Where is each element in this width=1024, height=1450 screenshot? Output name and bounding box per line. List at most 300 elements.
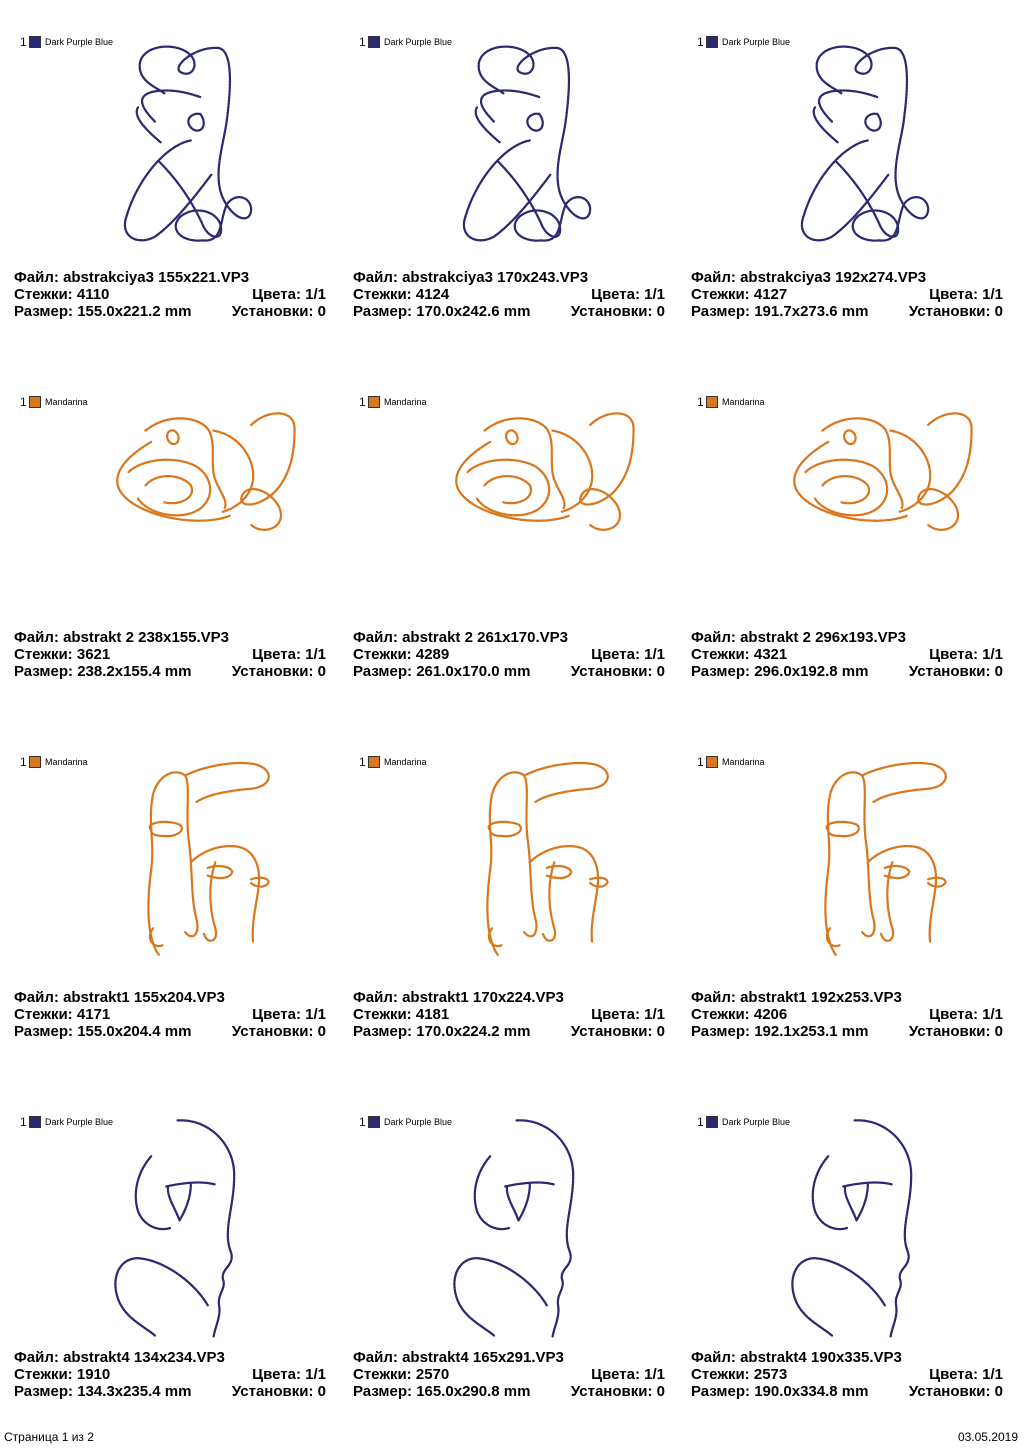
settings-value: 0	[994, 1023, 1003, 1040]
size-label: Размер:	[691, 303, 751, 320]
file-label: Файл:	[14, 629, 59, 646]
settings-label: Установки:	[908, 663, 991, 680]
stitch-line	[150, 822, 182, 836]
colors-line	[929, 1006, 1003, 1023]
embroidery-preview	[781, 390, 981, 625]
stitch-line	[580, 413, 633, 529]
design-card	[691, 390, 1011, 730]
design-card	[353, 390, 673, 730]
size-label: Размер:	[353, 663, 413, 680]
colors-line	[591, 1366, 665, 1383]
color-name: Mandarina	[45, 397, 88, 407]
colors-label: Цвета:	[252, 646, 301, 663]
file-name: abstrakt 2 261x170.VP3	[402, 629, 569, 646]
color-number: 1	[359, 395, 366, 409]
colors-label: Цвета:	[929, 1366, 978, 1383]
design-info	[14, 269, 326, 320]
color-name: Dark Purple Blue	[45, 37, 114, 47]
file-name: abstrakt 2 296x193.VP3	[740, 629, 907, 646]
embroidery-drawing	[104, 750, 304, 985]
stitch-line	[454, 1258, 546, 1335]
stitch-line	[213, 431, 253, 512]
stitch-line	[188, 114, 203, 131]
colors-line	[252, 1366, 326, 1383]
stitch-line	[146, 476, 192, 503]
colors-line	[591, 286, 665, 303]
colors-line	[929, 1366, 1003, 1383]
embroidery-drawing	[104, 390, 304, 625]
stitch-line	[159, 161, 221, 240]
stitches-label: Стежки:	[353, 1366, 412, 1383]
stitches-line	[14, 286, 109, 303]
thread-color-key	[697, 754, 765, 770]
stitches-value: 4127	[753, 286, 788, 303]
file-line	[691, 629, 906, 646]
color-swatch	[29, 1116, 41, 1128]
embroidery-preview	[443, 1110, 643, 1345]
color-name: Mandarina	[384, 397, 427, 407]
file-line	[353, 1349, 564, 1366]
design-info	[14, 989, 326, 1040]
colors-label: Цвета:	[929, 646, 978, 663]
file-name: abstrakt4 190x335.VP3	[740, 1349, 902, 1366]
size-label: Размер:	[14, 303, 74, 320]
stitch-line	[148, 772, 197, 954]
settings-label: Установки:	[570, 663, 653, 680]
stitch-line	[823, 476, 869, 503]
size-value: 296.0x192.8 mm	[754, 663, 869, 680]
settings-line	[232, 1023, 326, 1040]
file-label: Файл:	[14, 989, 59, 1006]
settings-value: 0	[317, 663, 326, 680]
stitch-line	[868, 846, 936, 941]
color-swatch	[29, 396, 41, 408]
file-line	[14, 629, 229, 646]
design-card	[353, 1110, 673, 1450]
stitches-label: Стежки:	[14, 646, 73, 663]
size-label: Размер:	[14, 1023, 74, 1040]
stitch-line	[845, 1185, 868, 1221]
color-number: 1	[20, 395, 27, 409]
size-line	[691, 1383, 868, 1400]
stitch-line	[813, 1156, 847, 1229]
stitches-value: 3621	[76, 646, 111, 663]
thread-color-key	[359, 34, 452, 50]
embroidery-drawing	[104, 1110, 304, 1345]
size-line	[691, 663, 868, 680]
file-line	[691, 1349, 902, 1366]
settings-value: 0	[994, 303, 1003, 320]
colors-label: Цвета:	[252, 1006, 301, 1023]
stitches-label: Стежки:	[691, 286, 750, 303]
settings-line	[232, 1383, 326, 1400]
file-label: Файл:	[353, 989, 398, 1006]
colors-label: Цвета:	[252, 1366, 301, 1383]
file-line	[14, 989, 225, 1006]
size-label: Размер:	[691, 1023, 751, 1040]
colors-label: Цвета:	[591, 286, 640, 303]
file-label: Файл:	[353, 269, 398, 286]
stitches-value: 4289	[415, 646, 450, 663]
colors-value: 1/1	[305, 1006, 326, 1023]
size-label: Размер:	[353, 1383, 413, 1400]
stitches-label: Стежки:	[14, 1366, 73, 1383]
color-swatch	[706, 396, 718, 408]
color-swatch	[368, 1116, 380, 1128]
color-swatch	[368, 396, 380, 408]
embroidery-preview	[104, 750, 304, 985]
file-line	[691, 989, 902, 1006]
settings-label: Установки:	[570, 303, 653, 320]
color-swatch	[368, 36, 380, 48]
file-line	[691, 269, 926, 286]
stitches-line	[691, 1366, 787, 1383]
stitch-line	[890, 431, 930, 512]
size-value: 170.0x242.6 mm	[416, 303, 531, 320]
thread-color-key	[697, 34, 790, 50]
colors-label: Цвета:	[591, 1006, 640, 1023]
thread-color-key	[20, 394, 88, 410]
settings-label: Установки:	[908, 1023, 991, 1040]
stitch-line	[167, 430, 178, 444]
settings-label: Установки:	[231, 663, 314, 680]
colors-line	[591, 646, 665, 663]
settings-value: 0	[317, 303, 326, 320]
embroidery-drawing	[781, 1110, 981, 1345]
design-card	[691, 1110, 1011, 1450]
stitch-line	[918, 413, 971, 529]
design-card	[14, 30, 334, 370]
size-label: Размер:	[353, 1023, 413, 1040]
size-line	[14, 1383, 191, 1400]
size-value: 261.0x170.0 mm	[416, 663, 531, 680]
file-line	[353, 989, 564, 1006]
size-value: 190.0x334.8 mm	[754, 1383, 869, 1400]
stitches-label: Стежки:	[691, 646, 750, 663]
embroidery-preview	[443, 750, 643, 985]
stitch-line	[191, 846, 259, 941]
file-name: abstrakt4 134x234.VP3	[63, 1349, 225, 1366]
design-card	[691, 30, 1011, 370]
design-info	[691, 269, 1003, 320]
design-info	[691, 1349, 1003, 1400]
size-line	[691, 303, 868, 320]
size-value: 192.1x253.1 mm	[754, 1023, 869, 1040]
file-name: abstrakt4 165x291.VP3	[402, 1349, 564, 1366]
design-info	[353, 1349, 665, 1400]
stitch-line	[137, 107, 161, 142]
stitch-line	[827, 822, 859, 836]
embroidery-preview	[443, 30, 643, 265]
stitches-line	[353, 1006, 449, 1023]
settings-line	[232, 663, 326, 680]
file-label: Файл:	[14, 1349, 59, 1366]
file-name: abstrakt1 170x224.VP3	[402, 989, 564, 1006]
file-name: abstrakt1 155x204.VP3	[63, 989, 225, 1006]
embroidery-preview	[104, 1110, 304, 1345]
colors-value: 1/1	[982, 646, 1003, 663]
file-label: Файл:	[691, 269, 736, 286]
stitches-line	[14, 646, 110, 663]
settings-value: 0	[994, 1383, 1003, 1400]
file-label: Файл:	[353, 629, 398, 646]
settings-value: 0	[656, 303, 665, 320]
colors-label: Цвета:	[591, 1366, 640, 1383]
thread-color-key	[20, 34, 113, 50]
stitches-line	[14, 1366, 110, 1383]
design-card	[14, 750, 334, 1090]
size-label: Размер:	[691, 663, 751, 680]
stitch-line	[241, 413, 294, 529]
settings-value: 0	[656, 1023, 665, 1040]
settings-label: Установки:	[908, 1383, 991, 1400]
color-swatch	[29, 36, 41, 48]
settings-line	[909, 663, 1003, 680]
stitch-line	[507, 1185, 530, 1221]
settings-line	[571, 663, 665, 680]
colors-value: 1/1	[644, 1366, 665, 1383]
file-label: Файл:	[691, 629, 736, 646]
colors-value: 1/1	[305, 1366, 326, 1383]
stitch-line	[168, 1185, 191, 1221]
thread-color-key	[359, 754, 427, 770]
stitch-line	[185, 763, 269, 802]
size-value: 134.3x235.4 mm	[77, 1383, 192, 1400]
stitch-line	[524, 763, 608, 802]
stitch-line	[530, 846, 598, 941]
embroidery-preview	[104, 30, 304, 265]
file-name: abstrakciya3 155x221.VP3	[63, 269, 250, 286]
stitch-line	[885, 866, 910, 878]
stitch-line	[115, 1258, 207, 1335]
color-swatch	[706, 756, 718, 768]
thread-color-key	[359, 394, 427, 410]
stitches-label: Стежки:	[353, 646, 412, 663]
stitches-value: 4181	[415, 1006, 450, 1023]
settings-line	[232, 303, 326, 320]
stitch-line	[855, 1120, 912, 1337]
stitches-line	[691, 646, 787, 663]
design-info	[353, 269, 665, 320]
design-card	[691, 750, 1011, 1090]
color-swatch	[29, 756, 41, 768]
embroidery-preview	[104, 390, 304, 625]
stitches-value: 1910	[76, 1366, 111, 1383]
stitches-value: 4321	[753, 646, 788, 663]
color-number: 1	[697, 395, 704, 409]
stitch-line	[517, 1120, 574, 1337]
design-info	[691, 629, 1003, 680]
embroidery-drawing	[443, 30, 643, 265]
stitch-line	[552, 431, 592, 512]
stitch-line	[485, 476, 531, 503]
design-info	[691, 989, 1003, 1040]
size-label: Размер:	[691, 1383, 751, 1400]
embroidery-preview	[781, 1110, 981, 1345]
colors-line	[929, 646, 1003, 663]
size-value: 238.2x155.4 mm	[77, 663, 192, 680]
size-label: Размер:	[14, 1383, 74, 1400]
stitches-value: 4171	[76, 1006, 111, 1023]
settings-label: Установки:	[570, 1023, 653, 1040]
colors-label: Цвета:	[252, 286, 301, 303]
stitch-line	[136, 1156, 170, 1229]
color-name: Dark Purple Blue	[384, 37, 453, 47]
stitch-line	[464, 140, 551, 240]
settings-value: 0	[656, 663, 665, 680]
stitches-label: Стежки:	[353, 1006, 412, 1023]
design-info	[14, 629, 326, 680]
colors-value: 1/1	[982, 1006, 1003, 1023]
settings-label: Установки:	[231, 303, 314, 320]
thread-color-key	[20, 1114, 113, 1130]
design-card	[353, 30, 673, 370]
stitch-line	[844, 430, 855, 444]
settings-line	[909, 1383, 1003, 1400]
thread-color-key	[359, 1114, 452, 1130]
stitches-line	[14, 1006, 110, 1023]
thread-color-key	[20, 754, 88, 770]
settings-line	[909, 303, 1003, 320]
thread-color-key	[697, 1114, 790, 1130]
color-name: Dark Purple Blue	[722, 37, 791, 47]
settings-line	[571, 1023, 665, 1040]
settings-value: 0	[656, 1383, 665, 1400]
embroidery-drawing	[781, 750, 981, 985]
stitches-value: 2573	[753, 1366, 788, 1383]
embroidery-drawing	[443, 750, 643, 985]
file-label: Файл:	[353, 1349, 398, 1366]
design-info	[353, 989, 665, 1040]
stitch-line	[475, 1156, 509, 1229]
color-name: Mandarina	[722, 397, 765, 407]
size-line	[353, 663, 530, 680]
stitch-line	[204, 862, 216, 940]
stitch-line	[547, 866, 572, 878]
size-value: 170.0x224.2 mm	[416, 1023, 531, 1040]
stitches-value: 4124	[415, 286, 450, 303]
stitches-line	[691, 1006, 787, 1023]
stitch-line	[825, 772, 874, 954]
stitch-line	[476, 107, 500, 142]
design-card	[14, 390, 334, 730]
stitches-value: 4206	[753, 1006, 788, 1023]
page-number: Страница 1 из 2	[4, 1430, 94, 1444]
settings-line	[909, 1023, 1003, 1040]
color-name: Mandarina	[384, 757, 427, 767]
color-swatch	[368, 756, 380, 768]
color-name: Dark Purple Blue	[45, 1117, 114, 1127]
color-number: 1	[359, 755, 366, 769]
stitch-line	[498, 161, 560, 240]
thread-color-key	[697, 394, 765, 410]
colors-value: 1/1	[305, 286, 326, 303]
stitch-line	[178, 1120, 235, 1337]
stitches-line	[353, 286, 449, 303]
color-number: 1	[359, 35, 366, 49]
print-date: 03.05.2019	[957, 1430, 1018, 1444]
colors-label: Цвета:	[591, 646, 640, 663]
stitch-line	[836, 161, 898, 240]
size-line	[353, 303, 530, 320]
colors-line	[252, 1006, 326, 1023]
design-info	[14, 1349, 326, 1400]
stitches-label: Стежки:	[691, 1006, 750, 1023]
stitches-line	[353, 1366, 449, 1383]
stitches-line	[353, 646, 449, 663]
stitch-line	[487, 772, 536, 954]
embroidery-preview	[781, 30, 981, 265]
design-info	[353, 629, 665, 680]
colors-value: 1/1	[644, 646, 665, 663]
stitch-line	[814, 107, 838, 142]
design-card	[14, 1110, 334, 1450]
stitch-line	[865, 114, 880, 131]
embroidery-drawing	[443, 390, 643, 625]
design-card	[353, 750, 673, 1090]
stitches-label: Стежки:	[353, 286, 412, 303]
embroidery-drawing	[781, 30, 981, 265]
settings-label: Установки:	[908, 303, 991, 320]
file-line	[14, 269, 249, 286]
size-line	[353, 1383, 530, 1400]
size-line	[353, 1023, 530, 1040]
settings-label: Установки:	[231, 1023, 314, 1040]
stitches-line	[691, 286, 787, 303]
settings-line	[571, 1383, 665, 1400]
settings-line	[571, 303, 665, 320]
embroidery-drawing	[443, 1110, 643, 1345]
colors-line	[252, 646, 326, 663]
colors-value: 1/1	[982, 286, 1003, 303]
size-label: Размер:	[14, 663, 74, 680]
size-line	[691, 1023, 868, 1040]
embroidery-drawing	[781, 390, 981, 625]
stitch-line	[802, 140, 889, 240]
size-line	[14, 1023, 191, 1040]
stitches-label: Стежки:	[14, 1006, 73, 1023]
color-name: Dark Purple Blue	[722, 1117, 791, 1127]
settings-value: 0	[317, 1023, 326, 1040]
colors-value: 1/1	[982, 1366, 1003, 1383]
colors-label: Цвета:	[929, 1006, 978, 1023]
color-number: 1	[20, 1115, 27, 1129]
stitch-line	[543, 862, 555, 940]
stitch-line	[862, 763, 946, 802]
stitch-line	[881, 862, 893, 940]
color-number: 1	[697, 35, 704, 49]
file-label: Файл:	[691, 1349, 736, 1366]
stitch-line	[208, 866, 233, 878]
file-line	[14, 1349, 225, 1366]
color-name: Mandarina	[722, 757, 765, 767]
stitches-value: 2570	[415, 1366, 450, 1383]
color-number: 1	[20, 35, 27, 49]
settings-label: Установки:	[570, 1383, 653, 1400]
stitch-line	[506, 430, 517, 444]
stitch-line	[125, 140, 212, 240]
colors-value: 1/1	[305, 646, 326, 663]
colors-value: 1/1	[644, 1006, 665, 1023]
file-label: Файл:	[691, 989, 736, 1006]
file-name: abstrakt1 192x253.VP3	[740, 989, 902, 1006]
colors-line	[591, 1006, 665, 1023]
color-number: 1	[359, 1115, 366, 1129]
file-line	[353, 629, 568, 646]
stitches-label: Стежки:	[14, 286, 73, 303]
embroidery-preview	[443, 390, 643, 625]
file-name: abstrakciya3 170x243.VP3	[402, 269, 589, 286]
